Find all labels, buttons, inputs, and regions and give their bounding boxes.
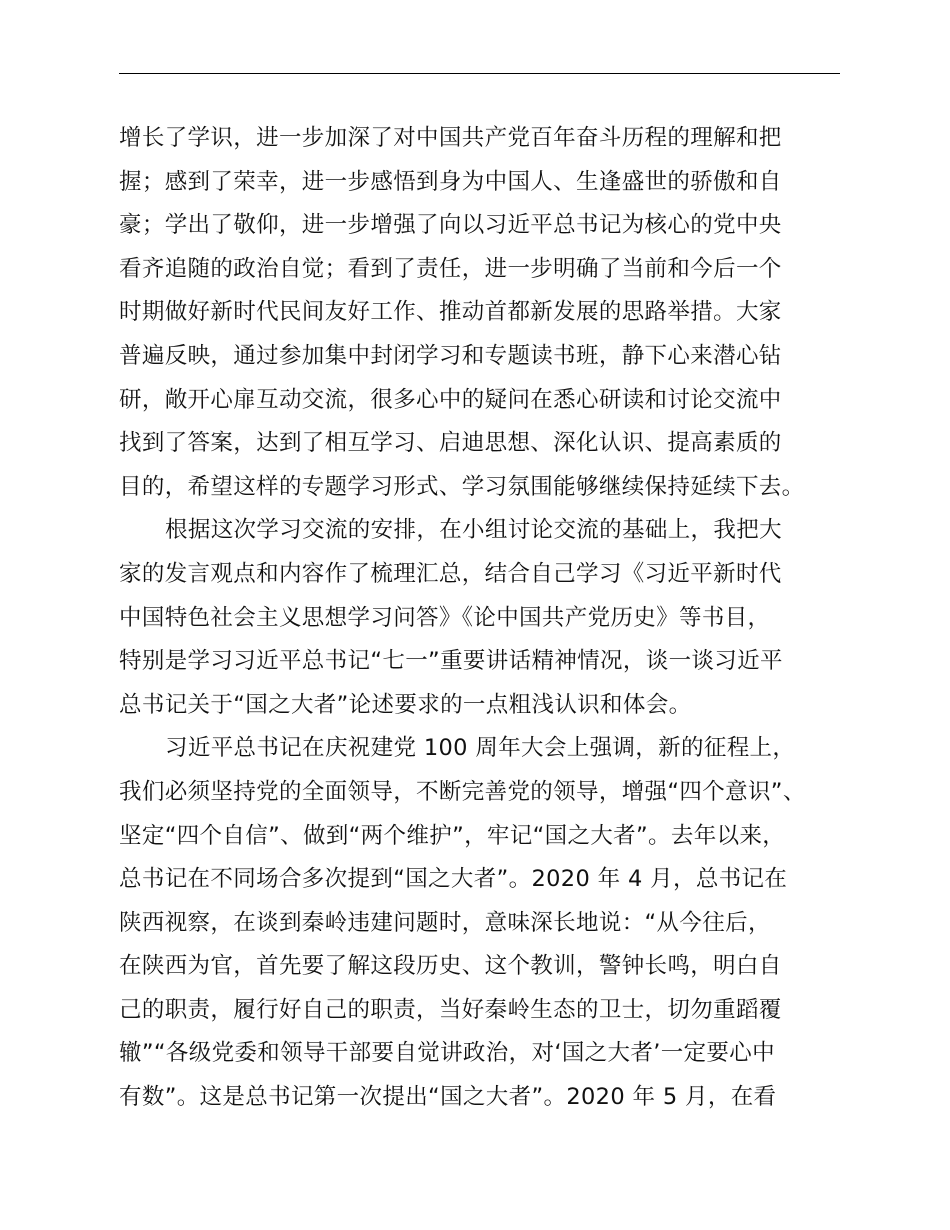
text-line: 辙”“各级党委和领导干部要自觉讲政治，对‘国之大者’一定要心中 <box>119 1040 775 1067</box>
text-line: 找到了答案，达到了相互学习、启迪思想、深化认识、提高素质的 <box>119 430 782 457</box>
text-line: 中国特色社会主义思想学习问答》《论中国共产党历史》等书目， <box>119 604 771 631</box>
text-line: 我们必须坚持党的全面领导，不断完善党的领导，增强“四个意识”、 <box>119 778 806 805</box>
text-line: 己的职责，履行好自己的职责，当好秦岭生态的卫士，切勿重蹈覆 <box>119 996 782 1023</box>
text-line: 豪；学出了敬仰，进一步增强了向以习近平总书记为核心的党中央 <box>119 212 782 239</box>
text-line: 总书记关于“国之大者”论述要求的一点粗浅认识和体会。 <box>119 691 692 718</box>
text-line: 研，敞开心扉互动交流，很多心中的疑问在悉心研读和讨论交流中 <box>119 386 782 413</box>
text-line: 看齐追随的政治自觉；看到了责任，进一步明确了当前和今后一个 <box>119 255 782 282</box>
text-line: 总书记在不同场合多次提到“国之大者”。2020 年 4 月，总书记在 <box>119 866 788 893</box>
header-rule <box>119 73 840 74</box>
text-line: 坚定“四个自信”、做到“两个维护”，牢记“国之大者”。去年以来， <box>119 822 786 849</box>
text-line: 在陕西为官，首先要了解这段历史、这个教训，警钟长鸣，明白自 <box>119 953 782 980</box>
body-text <box>119 117 879 1120</box>
text-line: 普遍反映，通过参加集中封闭学习和专题读书班，静下心来潜心钻 <box>119 342 782 369</box>
text-line: 目的，希望这样的专题学习形式、学习氛围能够继续保持延续下去。 <box>119 473 805 500</box>
text-line: 陕西视察，在谈到秦岭违建问题时，意味深长地说：“从今往后， <box>119 909 771 936</box>
text-line: 有数”。这是总书记第一次提出“国之大者”。2020 年 5 月，在看 <box>119 1084 777 1111</box>
paragraph-start-line: 根据这次学习交流的安排，在小组讨论交流的基础上，我把大 <box>165 517 782 544</box>
text-line: 家的发言观点和内容作了梳理汇总，结合自己学习《习近平新时代 <box>119 560 782 587</box>
text-line: 握；感到了荣幸，进一步感悟到身为中国人、生逢盛世的骄傲和自 <box>119 168 782 195</box>
text-line: 增长了学识，进一步加深了对中国共产党百年奋斗历程的理解和把 <box>119 125 782 151</box>
text-line: 特别是学习习近平总书记“七一”重要讲话精神情况，谈一谈习近平 <box>119 648 783 675</box>
paragraph-start-line: 习近平总书记在庆祝建党 100 周年大会上强调，新的征程上， <box>165 735 796 762</box>
text-line: 时期做好新时代民间友好工作、推动首都新发展的思路举措。大家 <box>119 299 782 326</box>
